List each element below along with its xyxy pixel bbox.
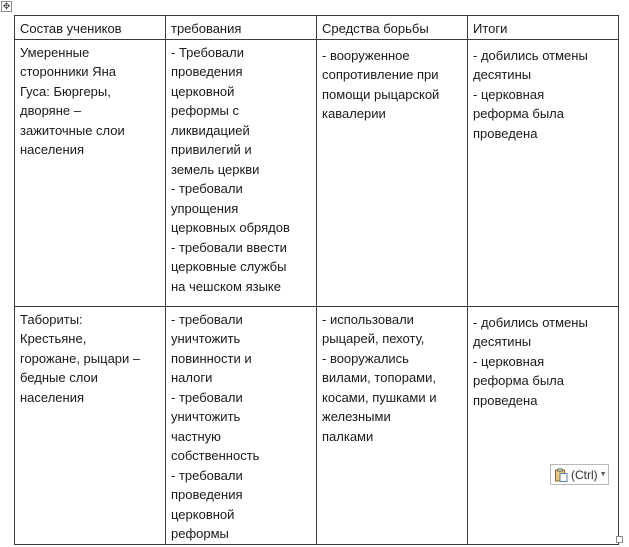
cell-line: - использовали xyxy=(322,311,414,327)
group-cell[interactable] xyxy=(15,306,166,544)
cell-line: проведения xyxy=(171,64,243,79)
cell-line: частную xyxy=(171,428,221,444)
cell-line: - требовали ввести xyxy=(171,239,287,255)
cell-line: - церковная xyxy=(473,353,545,369)
cell-line: помощи рыцарской xyxy=(322,86,440,102)
cell-line: - добились отмены xyxy=(473,47,588,63)
cell-line: уничтожить xyxy=(171,409,241,424)
group-cell[interactable] xyxy=(15,39,166,306)
cell-line: сторонники Яна xyxy=(20,64,116,79)
cell-line: дворяне – xyxy=(20,103,81,118)
means-cell[interactable] xyxy=(317,306,468,544)
cell-line: косами, пушками и xyxy=(322,389,437,405)
cell-line: реформа была xyxy=(473,373,564,388)
table-row xyxy=(15,306,619,544)
table-resize-handle[interactable] xyxy=(616,536,623,543)
table-row xyxy=(15,39,619,306)
cell-line: ликвидацией xyxy=(171,122,250,138)
clipboard-icon xyxy=(554,468,568,482)
cell-line: реформы с xyxy=(171,103,240,118)
cell-line: кавалерии xyxy=(322,106,386,121)
cell-line: - требовали xyxy=(171,311,243,327)
history-table xyxy=(14,15,619,545)
cell-line: уничтожить xyxy=(171,331,241,346)
cell-line: - вооруженное xyxy=(322,47,410,63)
means-cell[interactable] xyxy=(317,39,468,306)
cell-line: проведена xyxy=(473,125,538,141)
header-cell[interactable]: Состав учеников xyxy=(15,16,166,40)
cell-line: железными xyxy=(322,409,391,424)
cell-line: населения xyxy=(20,389,85,405)
cell-line: налоги xyxy=(171,370,213,385)
cell-line: - требовали xyxy=(171,389,243,405)
cell-line: реформы xyxy=(171,526,229,541)
cell-line: реформа была xyxy=(473,106,564,121)
cell-line: палками xyxy=(322,428,374,444)
cell-line: упрощения xyxy=(171,200,239,216)
cell-line: зажиточные слои xyxy=(20,122,125,138)
cell-line: - добились отмены xyxy=(473,314,588,330)
cell-line: привилегий и xyxy=(171,142,252,157)
table-header-row xyxy=(15,16,619,40)
cell-line: - требовали xyxy=(171,181,243,196)
header-cell[interactable]: Итоги xyxy=(468,16,619,40)
dropdown-arrow-icon: ▼ xyxy=(599,471,607,478)
header-cell[interactable]: требования xyxy=(166,16,317,40)
cell-line: земель церкви xyxy=(171,161,260,177)
cell-line: проведена xyxy=(473,392,538,408)
cell-line: - вооружались xyxy=(322,350,409,366)
cell-line: бедные слои xyxy=(20,370,98,385)
demands-cell[interactable] xyxy=(166,39,317,306)
cell-line: вилами, топорами, xyxy=(322,370,436,385)
paste-options-label: (Ctrl) xyxy=(571,467,598,482)
cell-line: церковных обрядов xyxy=(171,220,290,235)
cell-line: рыцарей, пехоту, xyxy=(322,331,425,346)
cell-line: собственность xyxy=(171,448,260,463)
paste-options-button[interactable] xyxy=(550,464,609,485)
cell-line: Крестьяне, xyxy=(20,331,87,346)
cell-line: проведения xyxy=(171,487,243,502)
cell-line: Табориты: xyxy=(20,311,83,327)
header-cell[interactable]: Средства борьбы xyxy=(317,16,468,40)
cell-line: горожане, рыцари – xyxy=(20,350,141,366)
cell-line: десятины xyxy=(473,334,532,349)
cell-line: повинности и xyxy=(171,350,252,366)
cell-line: на чешском языке xyxy=(171,278,281,294)
table-move-handle[interactable]: ✥ xyxy=(2,1,11,11)
cell-line: Умеренные xyxy=(20,44,90,60)
results-cell[interactable] xyxy=(468,39,619,306)
cell-line: - Требовали xyxy=(171,44,244,60)
cell-line: Гуса: Бюргеры, xyxy=(20,83,111,99)
demands-cell[interactable] xyxy=(166,306,317,544)
cell-line: церковной xyxy=(171,83,235,99)
cell-line: - требовали xyxy=(171,467,243,483)
cell-line: сопротивление при xyxy=(322,67,439,82)
results-cell[interactable] xyxy=(468,306,619,544)
cell-line: церковные службы xyxy=(171,259,287,274)
cell-line: десятины xyxy=(473,67,532,82)
cell-line: - церковная xyxy=(473,86,545,102)
cell-line: церковной xyxy=(171,506,235,522)
cell-line: населения xyxy=(20,142,85,157)
